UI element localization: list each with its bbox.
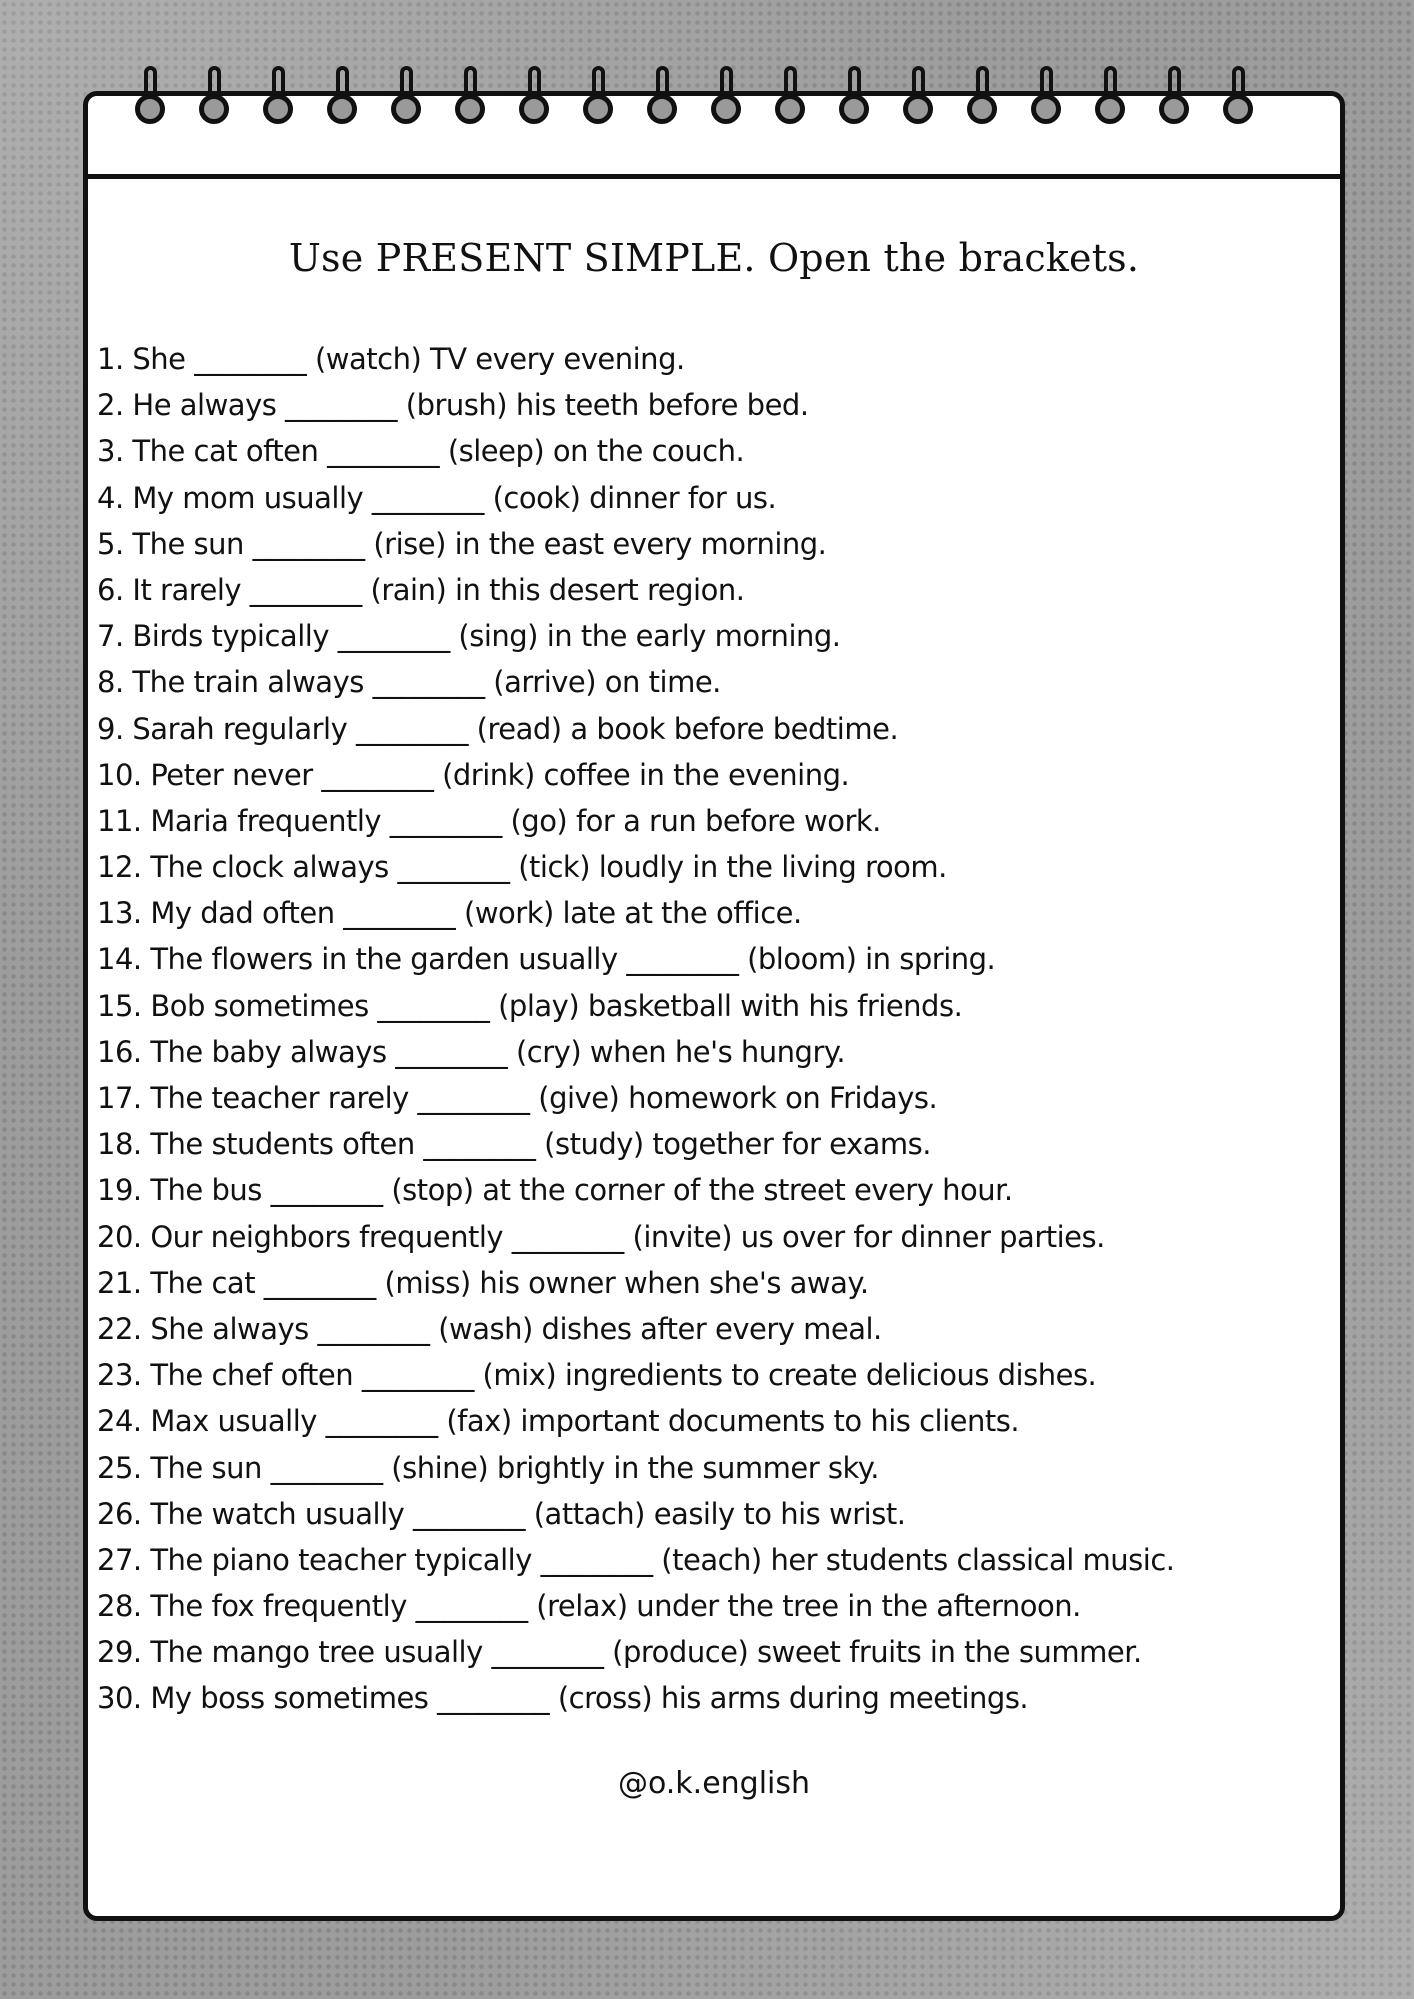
exercise-item: 3. The cat often ________ (sleep) on the couch. [97,434,745,469]
spiral-ring-icon [1159,66,1189,136]
exercise-item: 15. Bob sometimes ________ (play) basketball with his friends. [97,988,963,1023]
exercise-item: 25. The sun ________ (shine) brightly in the summer sky. [97,1450,879,1485]
header-divider [88,174,1340,179]
spiral-ring-icon [839,66,869,136]
exercise-list [97,336,1337,1722]
spiral-ring-icon [583,66,613,136]
exercise-item: 6. It rarely ________ (rain) in this desert region. [97,572,745,607]
exercise-item: 23. The chef often ________ (mix) ingredients to create delicious dishes. [97,1358,1097,1393]
exercise-item: 12. The clock always ________ (tick) loudly in the living room. [97,850,947,885]
notebook-page [83,91,1345,1921]
spiral-ring-icon [135,66,165,136]
exercise-item: 22. She always ________ (wash) dishes after every meal. [97,1311,882,1346]
exercise-item: 8. The train always ________ (arrive) on time. [97,665,721,700]
spiral-ring-icon [967,66,997,136]
exercise-item: 28. The fox frequently ________ (relax) under the tree in the afternoon. [97,1589,1081,1624]
exercise-item: 2. He always ________ (brush) his teeth before bed. [97,388,809,423]
exercise-item: 27. The piano teacher typically ________ (teach) her students classical music. [97,1542,1175,1577]
spiral-ring-icon [1095,66,1125,136]
exercise-item: 5. The sun ________ (rise) in the east every morning. [97,526,827,561]
spiral-ring-icon [647,66,677,136]
spiral-ring-icon [263,66,293,136]
exercise-item: 7. Birds typically ________ (sing) in the early morning. [97,619,841,654]
spiral-ring-icon [455,66,485,136]
spiral-ring-icon [391,66,421,136]
exercise-item: 13. My dad often ________ (work) late at the office. [97,896,802,931]
exercise-item: 18. The students often ________ (study) together for exams. [97,1127,931,1162]
exercise-item: 24. Max usually ________ (fax) important documents to his clients. [97,1404,1020,1439]
exercise-item: 21. The cat ________ (miss) his owner when she's away. [97,1265,869,1300]
exercise-item: 10. Peter never ________ (drink) coffee in the evening. [97,757,850,792]
spiral-ring-icon [327,66,357,136]
spiral-ring-icon [903,66,933,136]
exercise-item: 11. Maria frequently ________ (go) for a run before work. [97,803,881,838]
author-credit: @o.k.english [617,1766,811,1801]
exercise-item: 29. The mango tree usually ________ (produce) sweet fruits in the summer. [97,1635,1142,1670]
exercise-item: 14. The flowers in the garden usually ________ (bloom) in spring. [97,942,996,977]
exercise-item: 9. Sarah regularly ________ (read) a book before bedtime. [97,711,899,746]
spiral-ring-icon [711,66,741,136]
exercise-item: 26. The watch usually ________ (attach) easily to his wrist. [97,1496,906,1531]
exercise-item: 17. The teacher rarely ________ (give) homework on Fridays. [97,1081,938,1115]
spiral-ring-icon [199,66,229,136]
exercise-item: 30. My boss sometimes ________ (cross) his arms during meetings. [97,1681,1029,1716]
spiral-binding [88,66,1340,176]
worksheet-title: Use PRESENT SIMPLE. Open the brackets. [288,236,1140,280]
spiral-ring-icon [775,66,805,136]
spiral-ring-icon [1223,66,1253,136]
spiral-ring-icon [1031,66,1061,136]
exercise-item: 19. The bus ________ (stop) at the corner of the street every hour. [97,1173,1013,1208]
exercise-item: 16. The baby always ________ (cry) when he's hungry. [97,1034,846,1069]
exercise-item: 20. Our neighbors frequently ________ (invite) us over for dinner parties. [97,1219,1105,1254]
exercise-item: 4. My mom usually ________ (cook) dinner for us. [97,480,777,515]
exercise-item: 1. She ________ (watch) TV every evening. [97,342,685,376]
spiral-ring-icon [519,66,549,136]
